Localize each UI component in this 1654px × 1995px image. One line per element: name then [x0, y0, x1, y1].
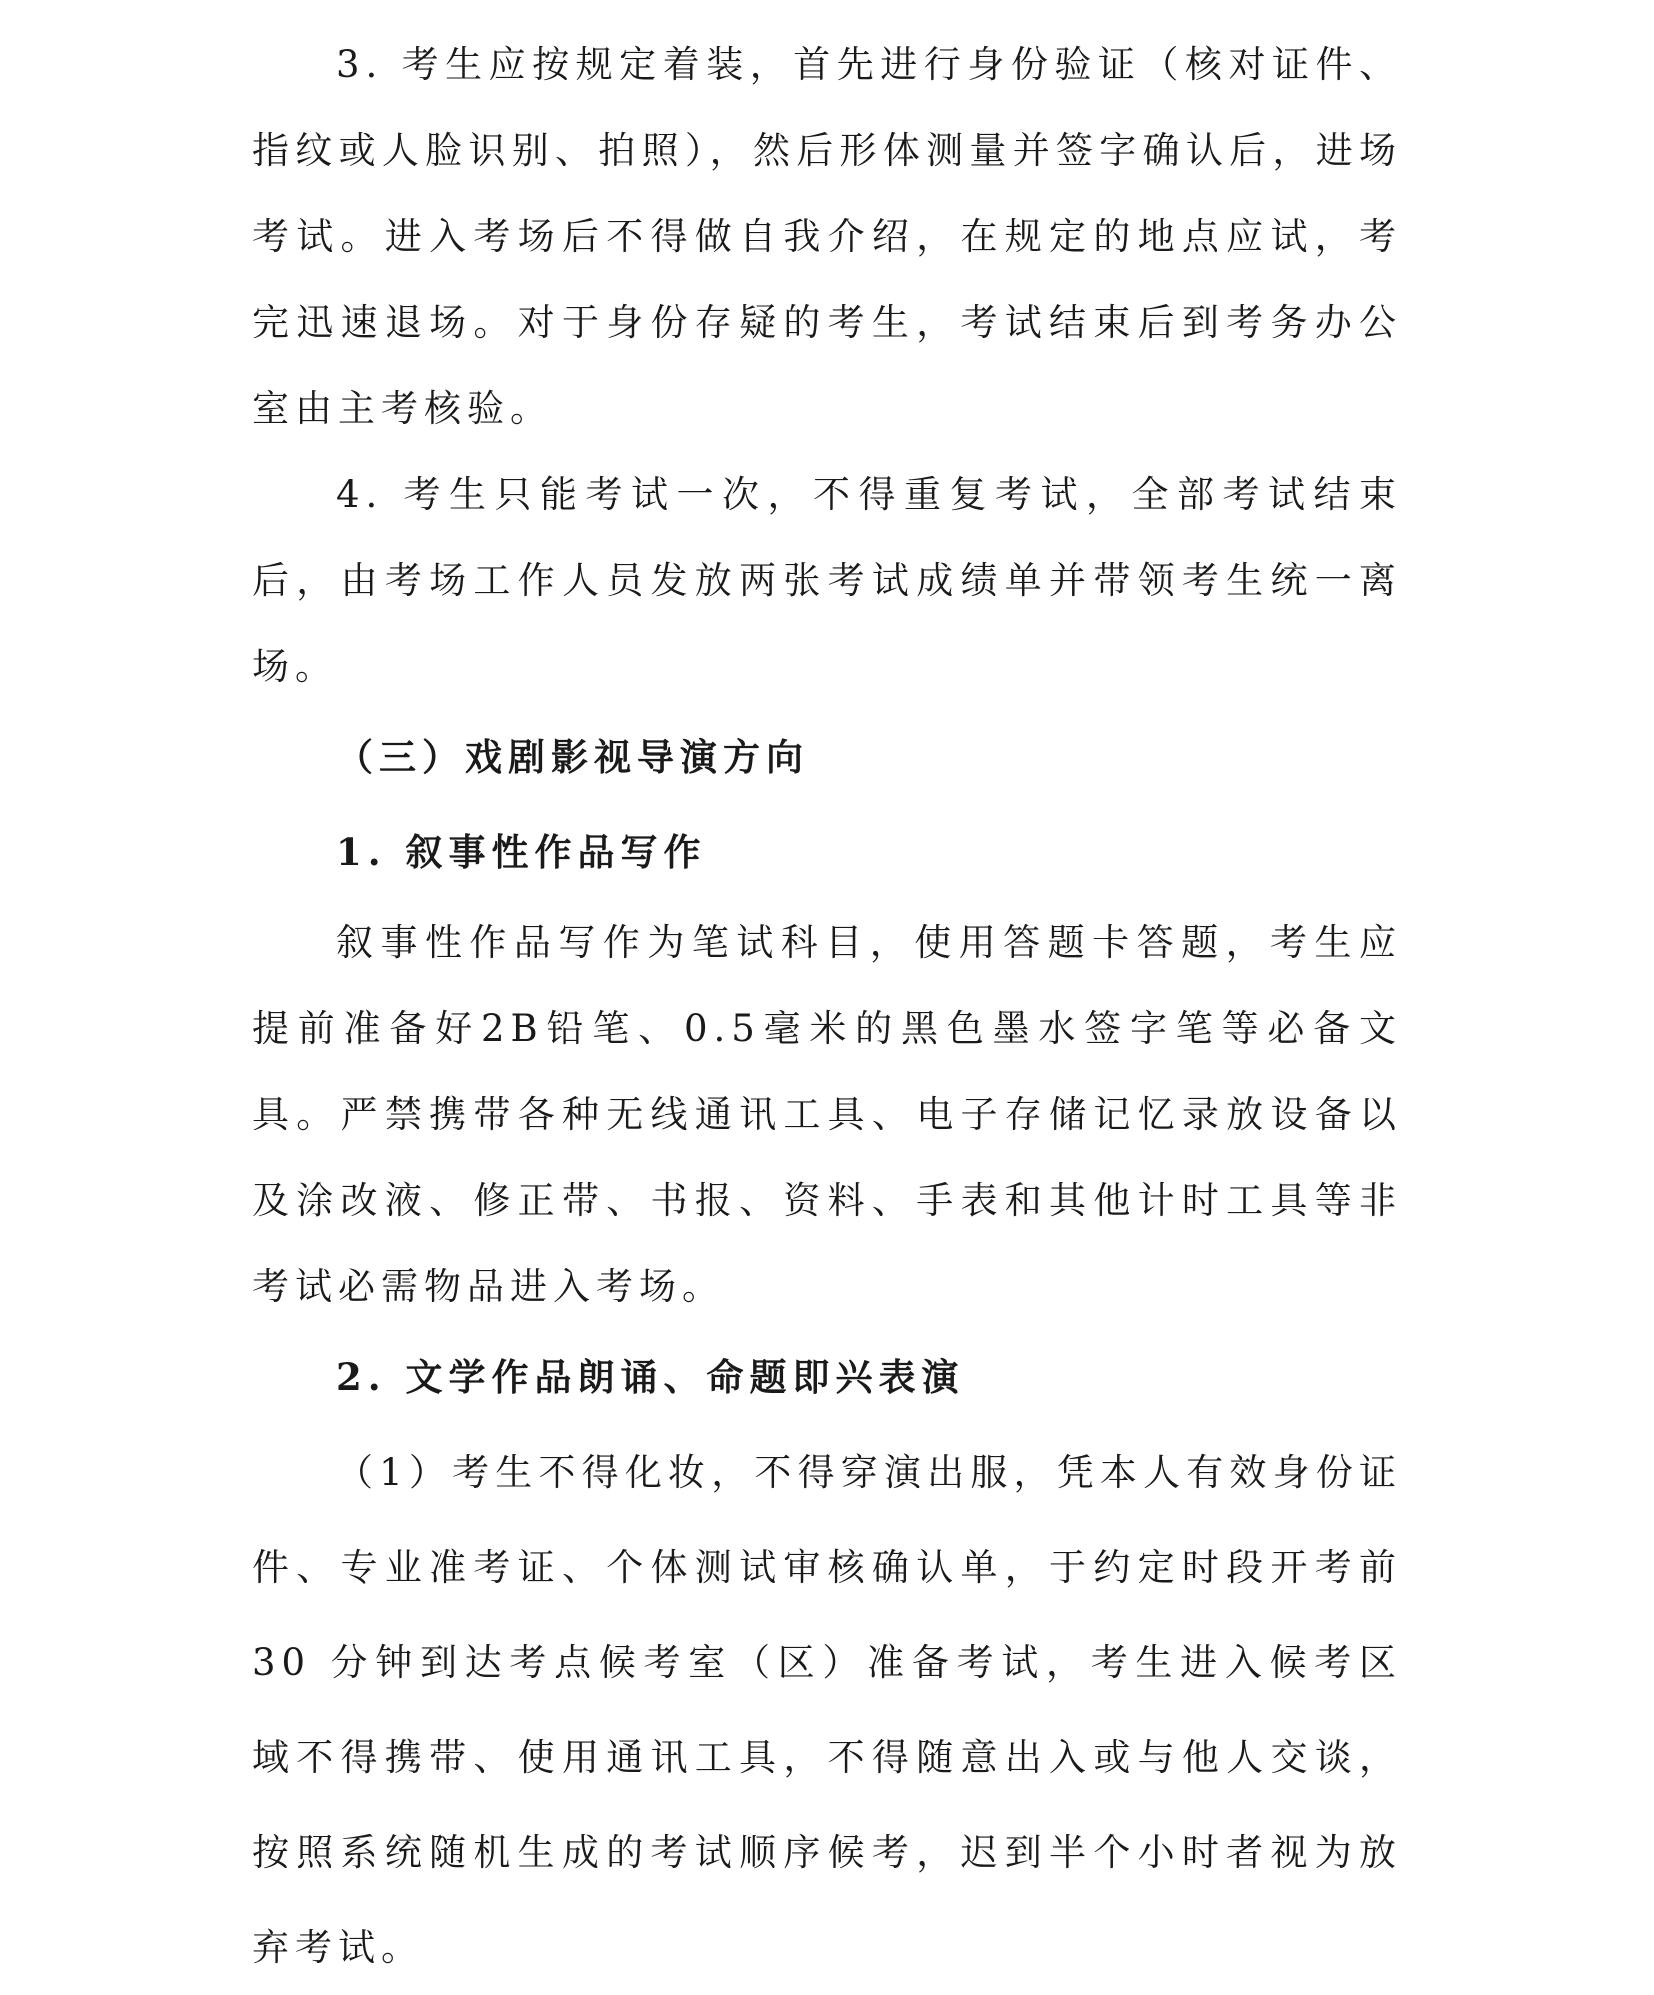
subheading-narrative-writing: 1. 叙事性作品写作 — [336, 830, 707, 874]
section-heading-directing: （三）戏剧影视导演方向 — [336, 735, 809, 779]
paragraph-written-exam-rules: 叙事性作品写作为笔试科目，使用答题卡答题，考生应提前准备好2B铅笔、0.5毫米的黑色墨水签字笔等必备文具。严禁携带各种无线通讯工具、电子存储记忆录放设备以及涂改液、修正带、书报、资料、手表和其他计时工具等非考试必需物品进入考场。 — [252, 921, 1402, 1308]
subheading-recitation-improv: 2. 文学作品朗诵、命题即兴表演 — [336, 1355, 965, 1399]
paragraph-identity-verification: 3. 考生应按规定着装，首先进行身份验证（核对证件、指纹或人脸识别、拍照），然后形体测量并签字确认后，进场考试。进入考场后不得做自我介绍，在规定的地点应试，考完迅速退场。对于身份存疑的考生，考试结束后到考务办公室由主考核验。 — [252, 43, 1402, 430]
document-page — [252, 22, 1402, 1995]
paragraph-no-makeup-rules: （1）考生不得化妆，不得穿演出服，凭本人有效身份证件、专业准考证、个体测试审核确认单，于约定时段开考前 30 分钟到达考点候考室（区）准备考试，考生进入候考区域不得携带、使用通讯工具，不得随意出入或与他人交谈，按照系统随机生成的考试顺序候考，迟到半个小时者视为放弃考试。 — [252, 1451, 1402, 1969]
paragraph-exam-once: 4. 考生只能考试一次，不得重复考试，全部考试结束后，由考场工作人员发放两张考试成绩单并带领考生统一离场。 — [252, 473, 1402, 688]
